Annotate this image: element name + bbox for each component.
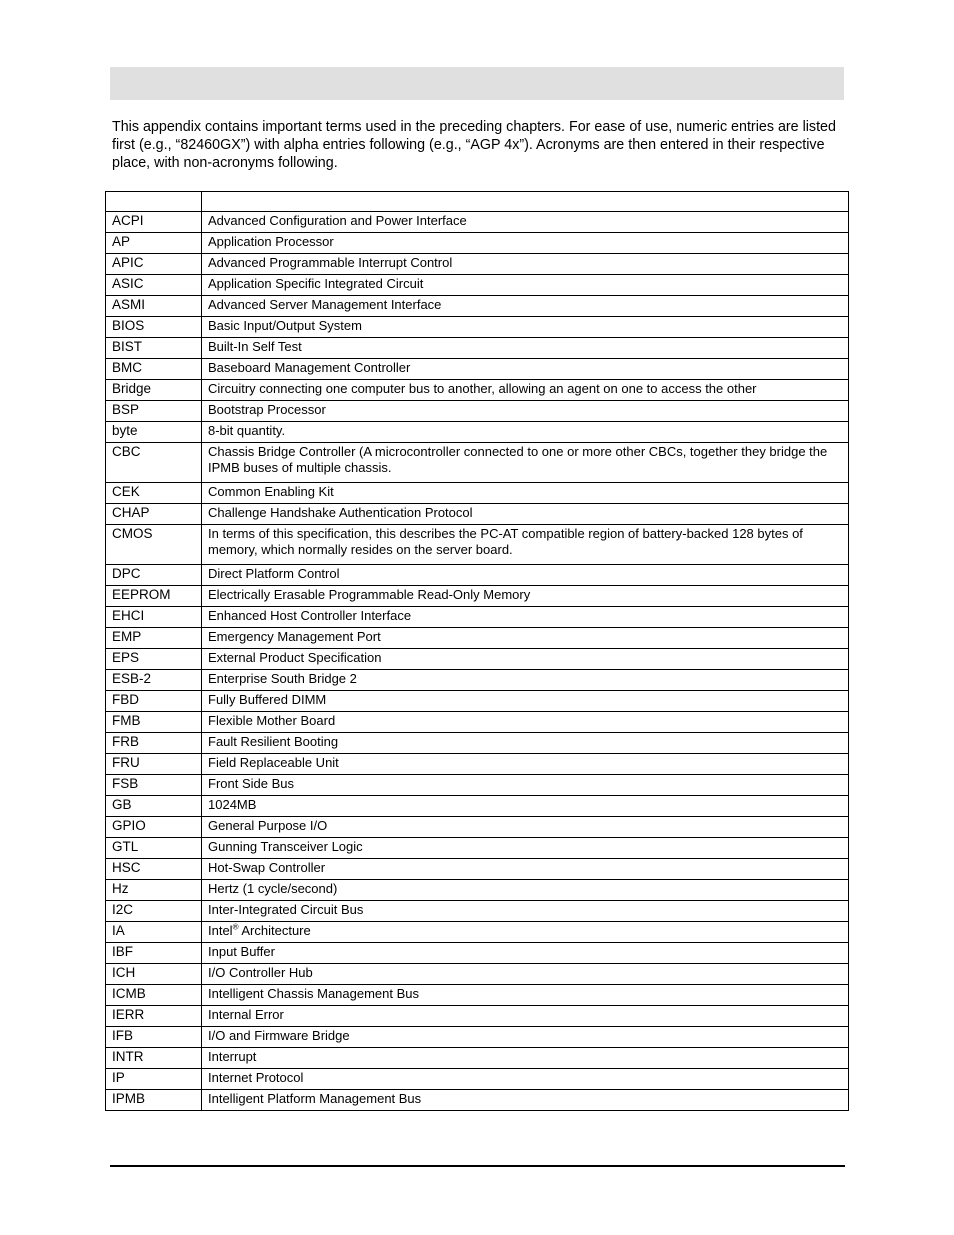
definition-cell: Inter-Integrated Circuit Bus xyxy=(202,901,849,922)
table-row xyxy=(106,422,849,443)
table-row xyxy=(106,985,849,1006)
table-row xyxy=(106,254,849,275)
header-term xyxy=(106,192,202,212)
term-cell: GB xyxy=(106,796,202,817)
definition-cell: Internal Error xyxy=(202,1006,849,1027)
term-cell: AP xyxy=(106,233,202,254)
term-cell: EPS xyxy=(106,649,202,670)
term-cell: IPMB xyxy=(106,1090,202,1111)
term-cell: IP xyxy=(106,1069,202,1090)
term-cell: CBC xyxy=(106,443,202,483)
table-row xyxy=(106,1090,849,1111)
term-cell: DPC xyxy=(106,565,202,586)
term-cell: CMOS xyxy=(106,525,202,565)
table-row xyxy=(106,775,849,796)
table-row xyxy=(106,964,849,985)
table-row xyxy=(106,504,849,525)
term-cell: APIC xyxy=(106,254,202,275)
table-row xyxy=(106,817,849,838)
table-row xyxy=(106,233,849,254)
table-row xyxy=(106,649,849,670)
definition-cell: 8-bit quantity. xyxy=(202,422,849,443)
definition-cell: Application Specific Integrated Circuit xyxy=(202,275,849,296)
intro-paragraph: This appendix contains important terms used in the preceding chapters. For ease of use, numeric entries are listed first (e.g., “82460GX”) with alpha entries following (e.g., “AGP 4x”). Acronyms are then entered in their respective place, with non-acronyms following. xyxy=(112,119,836,171)
table-row xyxy=(106,691,849,712)
term-cell: byte xyxy=(106,422,202,443)
table-row xyxy=(106,922,849,943)
definition-cell: Fault Resilient Booting xyxy=(202,733,849,754)
table-row xyxy=(106,483,849,504)
term-cell: ICMB xyxy=(106,985,202,1006)
term-cell: HSC xyxy=(106,859,202,880)
term-cell: FRU xyxy=(106,754,202,775)
table-row xyxy=(106,628,849,649)
definition-cell: Circuitry connecting one computer bus to another, allowing an agent on one to access the other xyxy=(202,380,849,401)
term-cell: BSP xyxy=(106,401,202,422)
term-cell: EEPROM xyxy=(106,586,202,607)
definition-cell: Internet Protocol xyxy=(202,1069,849,1090)
definition-cell: External Product Specification xyxy=(202,649,849,670)
term-cell: ESB-2 xyxy=(106,670,202,691)
table-row xyxy=(106,401,849,422)
table-row xyxy=(106,525,849,565)
definition-cell: Common Enabling Kit xyxy=(202,483,849,504)
table-row xyxy=(106,338,849,359)
section-heading-bar xyxy=(110,67,844,100)
definition-cell: Electrically Erasable Programmable Read-Only Memory xyxy=(202,586,849,607)
definition-cell: Enterprise South Bridge 2 xyxy=(202,670,849,691)
term-cell: IBF xyxy=(106,943,202,964)
glossary-table xyxy=(105,191,849,1111)
definition-cell: Enhanced Host Controller Interface xyxy=(202,607,849,628)
term-cell: ICH xyxy=(106,964,202,985)
definition-suffix: Architecture xyxy=(238,923,311,938)
table-row xyxy=(106,1069,849,1090)
table-row xyxy=(106,670,849,691)
table-row xyxy=(106,317,849,338)
term-cell: IERR xyxy=(106,1006,202,1027)
definition-cell: Intelligent Chassis Management Bus xyxy=(202,985,849,1006)
term-cell: I2C xyxy=(106,901,202,922)
definition-cell: Advanced Server Management Interface xyxy=(202,296,849,317)
table-row xyxy=(106,859,849,880)
definition-text: Intel xyxy=(208,923,233,938)
table-row xyxy=(106,1048,849,1069)
term-cell: BMC xyxy=(106,359,202,380)
table-row xyxy=(106,296,849,317)
table-row xyxy=(106,586,849,607)
term-cell: CHAP xyxy=(106,504,202,525)
term-cell: IFB xyxy=(106,1027,202,1048)
table-row xyxy=(106,380,849,401)
term-cell: EMP xyxy=(106,628,202,649)
term-cell: CEK xyxy=(106,483,202,504)
definition-cell: Advanced Programmable Interrupt Control xyxy=(202,254,849,275)
term-cell: IA xyxy=(106,922,202,943)
table-row xyxy=(106,880,849,901)
table-row xyxy=(106,1006,849,1027)
table-row xyxy=(106,565,849,586)
definition-cell: 1024MB xyxy=(202,796,849,817)
term-cell: GTL xyxy=(106,838,202,859)
definition-cell: Advanced Configuration and Power Interface xyxy=(202,212,849,233)
term-cell: FSB xyxy=(106,775,202,796)
definition-cell: Field Replaceable Unit xyxy=(202,754,849,775)
table-row xyxy=(106,1027,849,1048)
definition-cell: Front Side Bus xyxy=(202,775,849,796)
term-cell: ASIC xyxy=(106,275,202,296)
table-row xyxy=(106,796,849,817)
term-cell: Bridge xyxy=(106,380,202,401)
definition-cell: Interrupt xyxy=(202,1048,849,1069)
definition-cell: Direct Platform Control xyxy=(202,565,849,586)
table-row xyxy=(106,901,849,922)
definition-cell: I/O and Firmware Bridge xyxy=(202,1027,849,1048)
table-row xyxy=(106,212,849,233)
header-definition xyxy=(202,192,849,212)
definition-cell: In terms of this specification, this describes the PC-AT compatible region of battery-backed 128 bytes of memory, which normally resides on the server board. xyxy=(202,525,849,565)
table-row xyxy=(106,359,849,380)
definition-cell: General Purpose I/O xyxy=(202,817,849,838)
term-cell: ASMI xyxy=(106,296,202,317)
definition-cell xyxy=(202,922,849,943)
term-cell: BIST xyxy=(106,338,202,359)
definition-cell: Bootstrap Processor xyxy=(202,401,849,422)
table-row xyxy=(106,443,849,483)
table-row xyxy=(106,607,849,628)
registered-mark: ® xyxy=(232,922,239,932)
definition-cell: Emergency Management Port xyxy=(202,628,849,649)
table-header-row xyxy=(106,192,849,212)
table-row xyxy=(106,275,849,296)
table-row xyxy=(106,712,849,733)
term-cell: Hz xyxy=(106,880,202,901)
term-cell: GPIO xyxy=(106,817,202,838)
definition-cell: I/O Controller Hub xyxy=(202,964,849,985)
term-cell: INTR xyxy=(106,1048,202,1069)
definition-cell: Hertz (1 cycle/second) xyxy=(202,880,849,901)
term-cell: BIOS xyxy=(106,317,202,338)
term-cell: FRB xyxy=(106,733,202,754)
term-cell: FMB xyxy=(106,712,202,733)
definition-cell: Gunning Transceiver Logic xyxy=(202,838,849,859)
glossary-body xyxy=(106,212,849,1111)
footer-rule xyxy=(110,1165,845,1167)
definition-cell: Hot-Swap Controller xyxy=(202,859,849,880)
term-cell: ACPI xyxy=(106,212,202,233)
definition-cell: Baseboard Management Controller xyxy=(202,359,849,380)
table-row xyxy=(106,733,849,754)
definition-cell: Application Processor xyxy=(202,233,849,254)
definition-cell: Basic Input/Output System xyxy=(202,317,849,338)
term-cell: EHCI xyxy=(106,607,202,628)
definition-cell: Chassis Bridge Controller (A microcontroller connected to one or more other CBCs, together they bridge the IPMB buses of multiple chassis. xyxy=(202,443,849,483)
table-row xyxy=(106,754,849,775)
definition-cell: Challenge Handshake Authentication Protocol xyxy=(202,504,849,525)
definition-cell: Fully Buffered DIMM xyxy=(202,691,849,712)
definition-cell: Input Buffer xyxy=(202,943,849,964)
definition-cell: Built-In Self Test xyxy=(202,338,849,359)
table-row xyxy=(106,838,849,859)
definition-cell: Flexible Mother Board xyxy=(202,712,849,733)
definition-cell: Intelligent Platform Management Bus xyxy=(202,1090,849,1111)
table-row xyxy=(106,943,849,964)
term-cell: FBD xyxy=(106,691,202,712)
